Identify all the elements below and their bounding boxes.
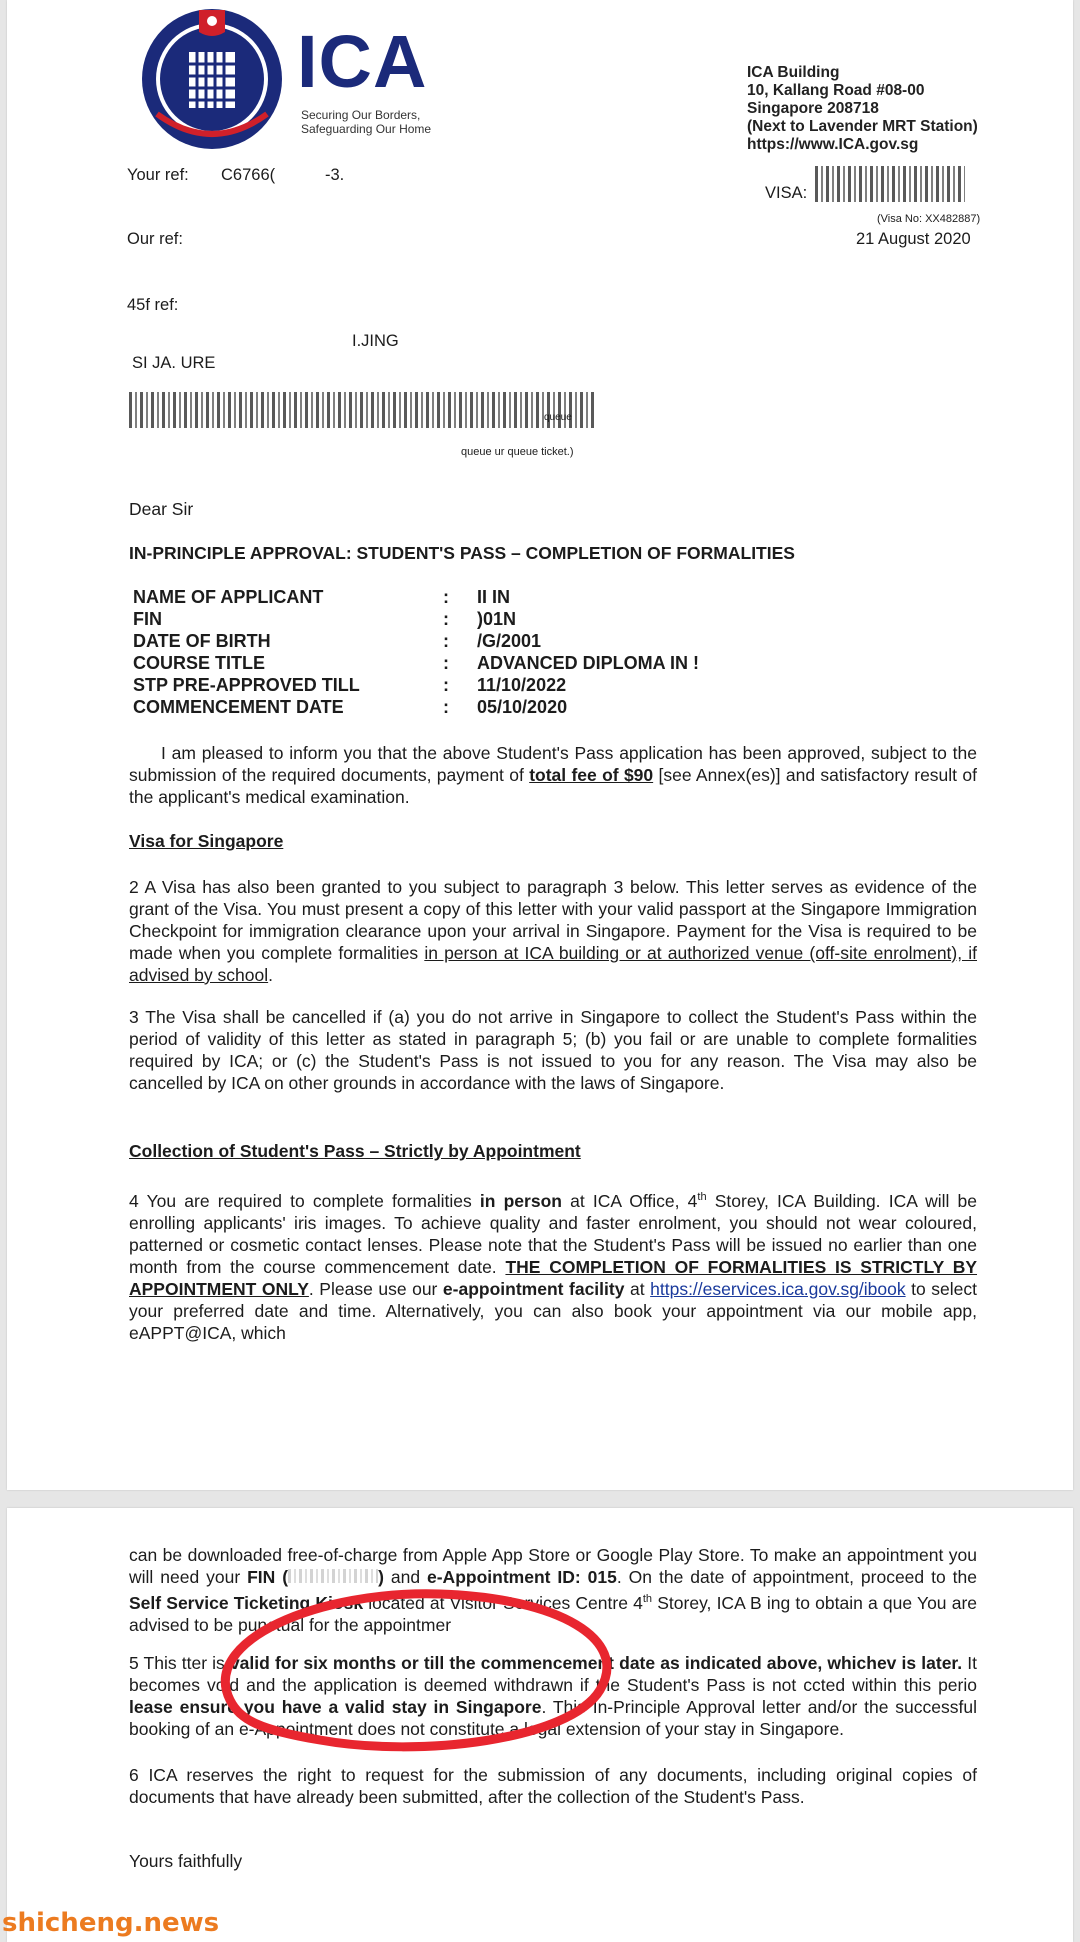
paragraph-4: 4 You are required to complete formalities in person at ICA Office, 4th Storey, ICA Building. ICA will be enrolling applicants' iris images. To achieve quality and faster enrolment, you should not wear coloured, patterned or cosmetic contact lenses. Please note that the Student's Pass will be issued no earlier than one month from the course commencement date. THE COMPLETION OF FORMALITIES IS STRICTLY BY APPOINTMENT ONLY. Please use our e-appointment facility at https://eservices.ica.gov.sg/ibook to select your preferred date and time. Alternatively, you can also book your appointment via our mobile app, eAPPT@ICA, which <box>129 1190 978 1343</box>
paragraph-1: I am pleased to inform you that the above Student's Pass application has been approved, subject to the submission of the required documents, payment of total fee of $90 [see Annex(es)] and satisfactory result of the applicant's medical examination. <box>129 743 977 807</box>
recipient-partial-b: queue ur queue ticket.) <box>461 446 574 458</box>
detail-row: COURSE TITLE : ADVANCED DIPLOMA IN ! <box>133 653 699 673</box>
detail-value: II IN <box>477 587 511 607</box>
ica-wordmark: ICA <box>297 20 428 103</box>
tagline-line-2: Safeguarding Our Home <box>301 122 432 136</box>
letter-page-1 <box>7 0 1073 1490</box>
detail-label: COURSE TITLE <box>133 653 266 673</box>
recipient-line-2: I.JING <box>352 332 399 350</box>
detail-row: DATE OF BIRTH : /G/2001 <box>133 630 699 652</box>
letter-subject: IN-PRINCIPLE APPROVAL: STUDENT'S PASS – COMPLETION OF FORMALITIES <box>129 543 795 563</box>
detail-row: STP PRE-APPROVED TILL : 11/10/2022 <box>133 674 699 696</box>
visa-label: VISA: <box>765 184 808 202</box>
detail-value: ADVANCED DIPLOMA IN ! <box>477 653 699 673</box>
tagline-line-1: Securing Our Borders, <box>301 108 421 122</box>
recipient-line-3: SI JA. URE <box>132 354 216 372</box>
redacted-address <box>129 392 595 428</box>
recipient-line-1: 45f ref: <box>127 296 179 314</box>
your-ref-value: C6766( <box>221 166 276 184</box>
letter-date: 21 August 2020 <box>856 230 971 248</box>
address-line: (Next to Lavender MRT Station) <box>747 118 978 135</box>
watermark-bottom: shicheng.news <box>2 1908 220 1938</box>
detail-value: 11/10/2022 <box>477 675 567 695</box>
detail-value: 05/10/2020 <box>477 697 568 717</box>
paragraph-4-continued: can be downloaded free-of-charge from Apple App Store or Google Play Store. To make an appointment you will need your FIN ( ) and e-Appointment ID: 015. On the date of appointment, proceed to the Self Service Ticketing Kiosk located at Visitor Services Centre 4th Storey, ICA B ing to obtain a que You are advised to be punctual for the appointmer <box>129 1545 978 1635</box>
detail-label: NAME OF APPLICANT <box>133 587 324 607</box>
address-line: Singapore 208718 <box>747 100 879 117</box>
address-line: 10, Kallang Road #08-00 <box>747 82 925 99</box>
detail-row: COMMENCEMENT DATE : 05/10/2020 <box>133 696 699 718</box>
heading-visa: Visa for Singapore <box>129 831 284 851</box>
heading-collection: Collection of Student's Pass – Strictly by Appointment <box>129 1141 581 1161</box>
detail-row: FIN : )01N <box>133 608 699 630</box>
detail-label: STP PRE-APPROVED TILL <box>133 675 360 695</box>
detail-label: COMMENCEMENT DATE <box>133 697 344 717</box>
address-line: https://www.ICA.gov.sg <box>747 136 919 153</box>
your-ref-label: Your ref: <box>127 166 189 184</box>
in-person-note: in person at ICA building or at authorized venue (off-site enrolment), if advised by school <box>129 943 978 985</box>
paragraph-5: 5 This tter is valid for six months or till the commencement date as indicated above, whichev is later. It becomes void and the application is deemed withdrawn if the Student's Pass is not ccted within this perio lease ensure you have a valid stay in Singapore. This In-Principle Approval letter and/or the successful booking of an e-Appointment does not constitute a legal extension of your stay in Singapore. <box>129 1653 977 1739</box>
redacted-visa <box>815 166 965 202</box>
ica-address-block <box>747 64 978 154</box>
recipient-partial-a: queue <box>544 412 572 423</box>
detail-row: NAME OF APPLICANT : II IN <box>133 586 699 608</box>
detail-value: /G/2001 <box>477 631 542 651</box>
ica-tagline <box>301 108 431 136</box>
paragraph-6: 6 ICA reserves the right to request for the submission of any documents, including original copies of documents that have already been submitted, after the collection of the Student's Pass. <box>129 1765 977 1807</box>
address-line: ICA Building <box>747 64 840 81</box>
red-circle-annotation <box>200 1580 620 1760</box>
your-ref-tail: -3. <box>325 166 345 184</box>
our-ref-label: Our ref: <box>127 230 183 248</box>
applicant-details-table <box>133 586 699 718</box>
ica-seal-icon <box>137 4 287 154</box>
paragraph-2: 2 A Visa has also been granted to you subject to paragraph 3 below. This letter serves as evidence of the grant of the Visa. You must present a copy of this letter with your valid passport at the Singapore Immigration Checkpoint for immigration clearance upon your arrival in Singapore. Payment for the Visa is required to be made when you complete formalities in person at ICA building or at authorized venue (off-site enrolment), if advised by school. <box>129 877 978 985</box>
visa-number: (Visa No: XX482887) <box>877 213 981 225</box>
eservices-ibook-link[interactable]: https://eservices.ica.gov.sg/ibook <box>650 1278 906 1299</box>
detail-label: DATE OF BIRTH <box>133 631 271 651</box>
detail-label: FIN <box>133 609 162 629</box>
closing: Yours faithfully <box>129 1851 243 1871</box>
paragraph-3: 3 The Visa shall be cancelled if (a) you do not arrive in Singapore to collect the Student's Pass within the period of validity of this letter as stated in paragraph 5; (b) you fail or are unable to complete formalities required by ICA; or (c) the Student's Pass is not issued to you for any reason. The Visa may also be cancelled by ICA on other grounds in accordance with the laws of Singapore. <box>129 1007 977 1093</box>
salutation: Dear Sir <box>129 499 194 519</box>
total-fee: total fee of $90 <box>529 765 654 785</box>
detail-value: )01N <box>477 609 517 629</box>
